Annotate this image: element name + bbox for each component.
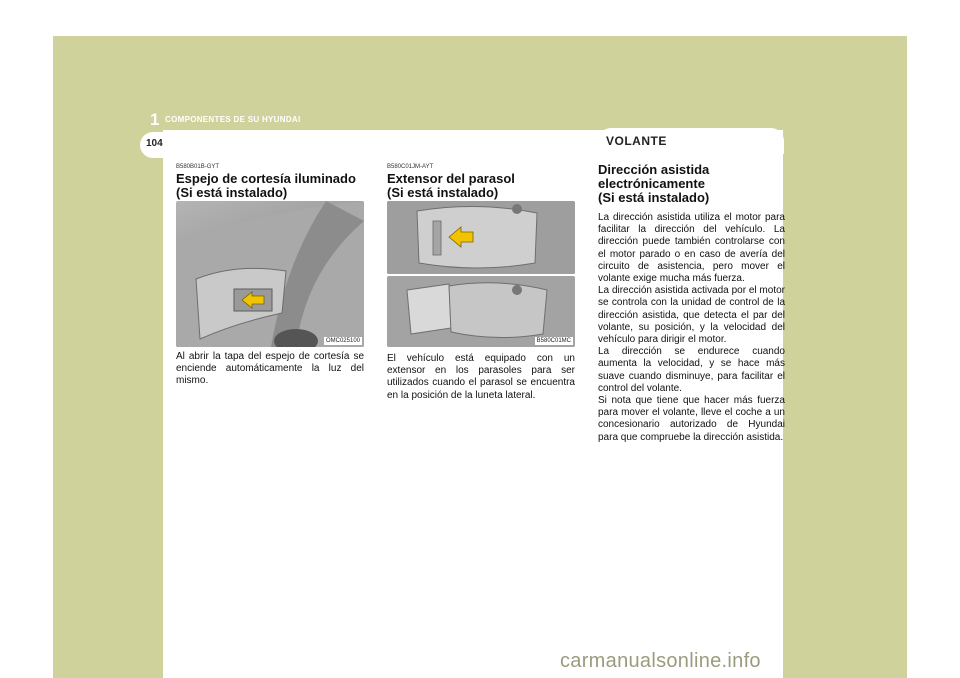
sunvisor-figure-top (387, 201, 575, 274)
paragraph: La dirección asistida activada por el motor se controla con la unidad de control de la dirección asistida, que detecta el par del volante, su posición, y la velocidad del vehículo para dirigir el motor. (598, 285, 785, 346)
heading-line: Espejo de cortesía iluminado (176, 171, 356, 186)
section-body-text: Al abrir la tapa del espejo de cortesía se enciende automáticamente la luz del mismo. (176, 351, 364, 387)
sunvisor-illustration-top (387, 201, 575, 274)
heading-line: Extensor del parasol (387, 171, 515, 186)
vanity-mirror-figure (176, 201, 364, 347)
column-vanity-mirror (176, 164, 364, 200)
vanity-mirror-illustration (176, 201, 364, 347)
heading-line: Dirección asistida (598, 162, 710, 177)
figure-code-label: OMC025100 (325, 338, 360, 344)
heading-line: (Si está instalado) (176, 185, 288, 200)
heading-line: (Si está instalado) (387, 185, 499, 200)
sunvisor-figure-bottom (387, 276, 575, 347)
left-margin-band (53, 140, 163, 678)
page-number: 104 (146, 138, 163, 149)
paragraph: Si nota que tiene que hacer más fuerza para mover el volante, lleve el coche a un concesionario autorizado de Hyundai para que compruebe la dirección asistida. (598, 395, 785, 443)
right-margin-band (783, 140, 907, 678)
heading-line: (Si está instalado) (598, 190, 710, 205)
heading-line: electrónicamente (598, 176, 705, 191)
paragraph: La dirección se endurece cuando aumenta la velocidad, y se hace más suave cuando disminuye, para facilitar el control del volante. (598, 346, 785, 394)
section-tab-label: VOLANTE (606, 134, 667, 148)
figure-code-label: B580C01MC (536, 338, 571, 344)
section-heading (598, 163, 785, 205)
section-heading (387, 172, 575, 200)
watermark: carmanualsonline.info (560, 650, 761, 672)
column-sunvisor-extender (387, 164, 575, 200)
section-code: B580C01JM-AYT (387, 164, 434, 170)
section-heading (176, 172, 364, 200)
chapter-title: COMPONENTES DE SU HYUNDAI (165, 115, 301, 124)
paragraph: La dirección asistida utiliza el motor para facilitar la dirección del vehículo. La dirección puede también controlarse con el motor parado o en caso de avería del circuito de asistencia, pero mover el volante exige mucha más fuerza. (598, 212, 785, 285)
section-code: B580B01B-GYT (176, 164, 220, 170)
section-body-text: El vehículo está equipado con un extensor en los parasoles para ser utilizados cuando el parasol se encuentra en la posición de la luneta lateral. (387, 353, 575, 401)
column-power-steering (598, 163, 785, 444)
header-band (53, 36, 907, 140)
chapter-number: 1 (150, 110, 160, 129)
